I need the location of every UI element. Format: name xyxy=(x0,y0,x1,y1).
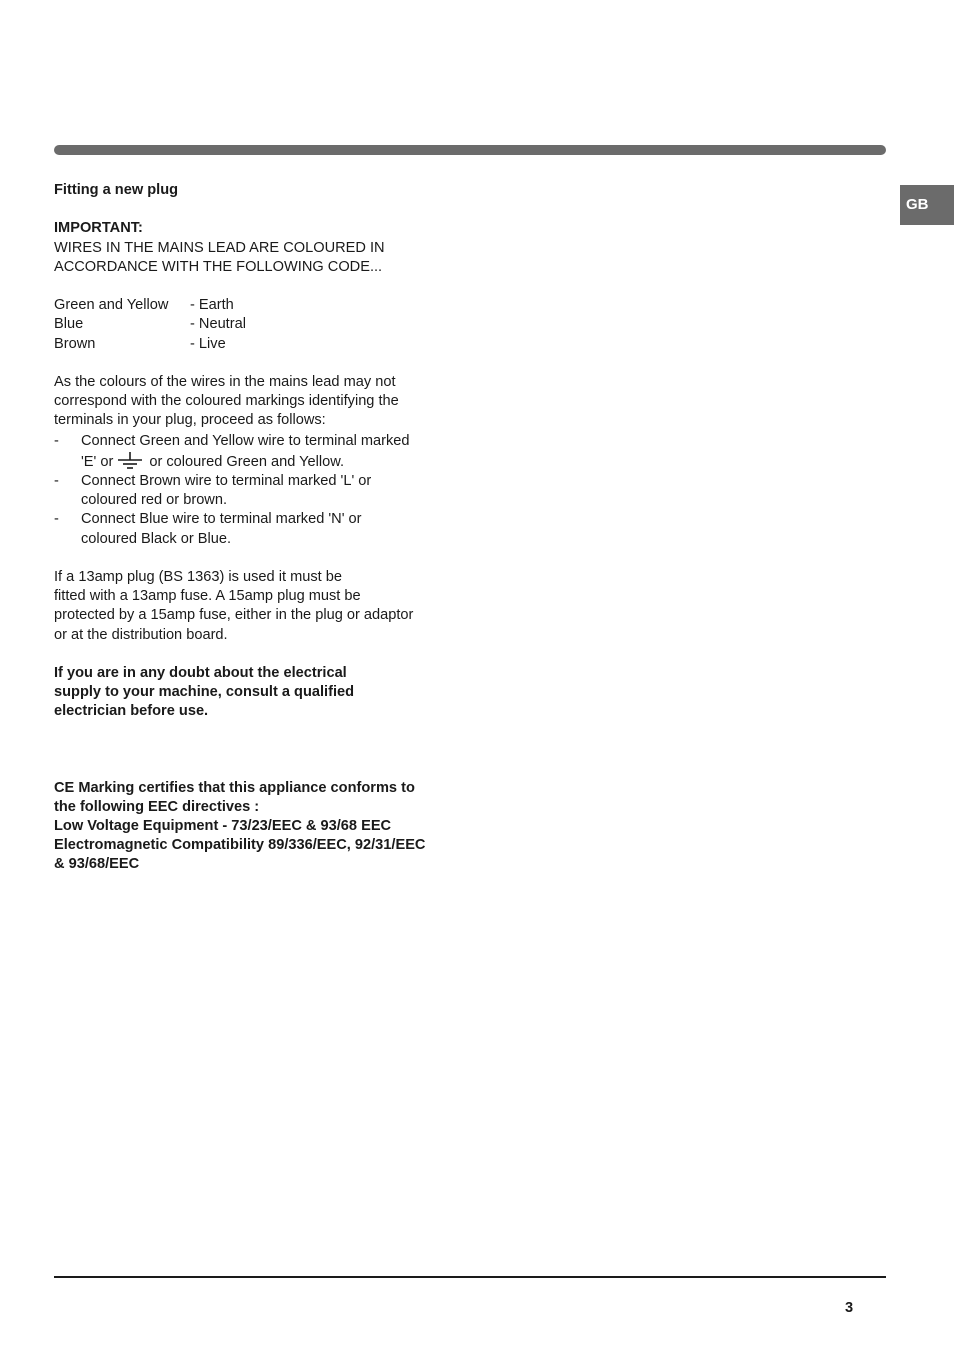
fuse-line: If a 13amp plug (BS 1363) is used it must be xyxy=(54,569,342,585)
instruction-line: Connect Blue wire to terminal marked 'N' or xyxy=(81,511,362,528)
ce-marking-line: Low Voltage Equipment - 73/23/EEC & 93/68 EEC xyxy=(54,818,392,835)
important-line: WIRES IN THE MAINS LEAD ARE COLOURED IN xyxy=(54,239,385,256)
bullet-dash: - xyxy=(54,511,59,528)
warning-line: electrician before use. xyxy=(54,703,209,720)
ce-marking-line: CE Marking certifies that this appliance conforms to xyxy=(54,779,415,796)
bullet-dash: - xyxy=(54,432,59,449)
instruction-line: Connect Brown wire to terminal marked 'L' or xyxy=(81,473,372,489)
important-label: IMPORTANT: xyxy=(54,220,143,237)
ce-marking-line: the following EEC directives : xyxy=(54,798,260,815)
instruction-line: coloured red or brown. xyxy=(81,492,228,509)
instruction-line: Connect Green and Yellow wire to terminal marked xyxy=(81,432,410,449)
wire-code-row xyxy=(54,296,454,315)
page-number: 3 xyxy=(845,1300,854,1316)
important-line: ACCORDANCE WITH THE FOLLOWING CODE... xyxy=(54,258,383,275)
warning-line: If you are in any doubt about the electrical xyxy=(54,665,347,681)
instruction-line: coloured Black or Blue. xyxy=(81,530,232,547)
top-divider-bar xyxy=(54,145,886,155)
intro-line: As the colours of the wires in the mains lead may not xyxy=(54,373,396,390)
instruction-item xyxy=(54,432,454,472)
ce-marking-line: & 93/68/EEC xyxy=(54,856,140,873)
earth-ground-icon xyxy=(117,452,143,470)
bottom-divider-line xyxy=(54,1276,886,1278)
warning-line: supply to your machine, consult a qualified xyxy=(54,684,355,701)
instruction-fragment: 'E' or xyxy=(81,453,114,470)
wire-meaning: - Neutral xyxy=(190,316,246,333)
fuse-line: or at the distribution board. xyxy=(54,626,228,643)
intro-line: terminals in your plug, proceed as follows: xyxy=(54,412,326,429)
bullet-dash: - xyxy=(54,473,59,489)
fuse-line: protected by a 15amp fuse, either in the plug or adaptor xyxy=(54,607,414,624)
fuse-line: fitted with a 13amp fuse. A 15amp plug must be xyxy=(54,588,361,605)
wire-colour: Green and Yellow xyxy=(54,297,169,314)
wire-colour: Brown xyxy=(54,335,96,352)
language-tab: GB xyxy=(900,185,954,225)
section-heading: Fitting a new plug xyxy=(54,182,179,198)
wire-meaning: - Earth xyxy=(190,297,234,314)
wire-code-table xyxy=(54,296,454,354)
instruction-line xyxy=(81,452,454,472)
ce-marking-line: Electromagnetic Compatibility 89/336/EEC, 92/31/EEC xyxy=(54,837,426,854)
instruction-item xyxy=(54,510,454,548)
instruction-fragment: or coloured Green and Yellow. xyxy=(149,453,345,470)
intro-line: correspond with the coloured markings identifying the xyxy=(54,393,399,410)
wire-colour: Blue xyxy=(54,316,84,333)
wire-meaning: - Live xyxy=(190,335,226,352)
instruction-item xyxy=(54,472,454,510)
wire-code-row xyxy=(54,315,454,334)
wire-code-row xyxy=(54,335,454,354)
plug-instructions xyxy=(54,181,454,875)
